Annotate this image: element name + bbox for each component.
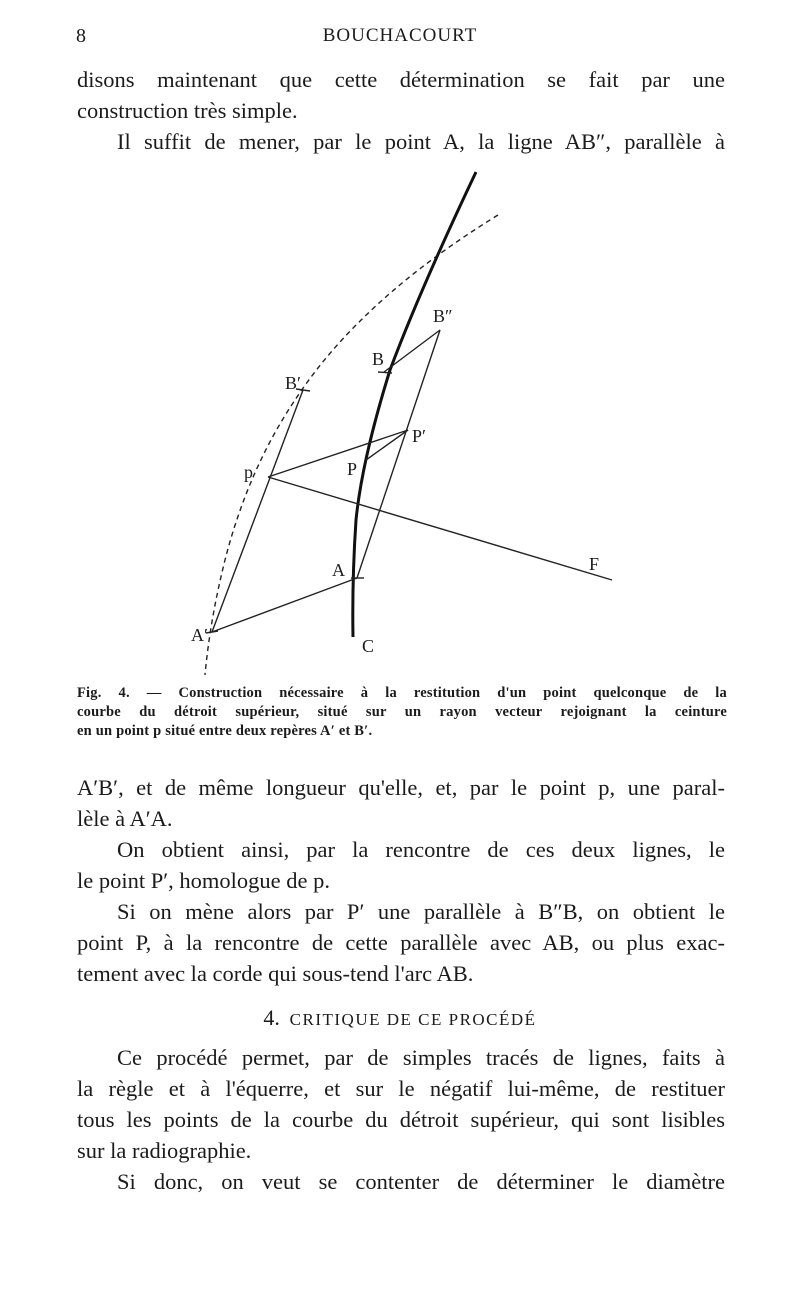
caption-line: en un point p situé entre deux repères A′ et B′. bbox=[77, 723, 373, 739]
text-line: point P, à la rencontre de cette parallèle avec AB, ou plus exac- bbox=[77, 930, 725, 955]
caption-line: Fig. 4. — Construction nécessaire à la restitution d'un point quelconque de la bbox=[77, 685, 727, 701]
radius-vector-p-F bbox=[268, 477, 612, 580]
text-block-bottom bbox=[77, 1042, 725, 1197]
figure-4 bbox=[0, 160, 800, 680]
text-line: le point P′, homologue de p. bbox=[77, 868, 331, 893]
label-P: P bbox=[347, 459, 358, 479]
label-A: A bbox=[332, 560, 345, 580]
section-title: CRITIQUE DE CE PROCÉDÉ bbox=[289, 1010, 537, 1029]
text-line: A′B′, et de même longueur qu'elle, et, par le point p, une paral- bbox=[77, 775, 725, 800]
text-line: la règle et à l'équerre, et sur le négatif lui-même, de restituer bbox=[77, 1076, 725, 1101]
text-line: sur la radiographie. bbox=[77, 1138, 252, 1163]
label-C: C bbox=[362, 636, 375, 656]
tick-B bbox=[378, 372, 392, 373]
text-line: lèle à A′A. bbox=[77, 806, 173, 831]
text-line: Si on mène alors par P′ une parallèle à B″B, on obtient le bbox=[117, 899, 725, 924]
line-A-prime-A bbox=[212, 578, 357, 632]
label-A-prime: A′ bbox=[191, 625, 208, 645]
text-line: Ce procédé permet, par de simples tracés de lignes, faits à bbox=[117, 1045, 725, 1070]
caption-line: courbe du détroit supérieur, situé sur un rayon vecteur rejoignant la ceinture bbox=[77, 704, 727, 720]
section-heading bbox=[0, 1005, 800, 1031]
line-p-P-prime bbox=[268, 430, 408, 477]
section-number: 4. bbox=[263, 1005, 280, 1030]
text-line: On obtient ainsi, par la rencontre de ces deux lignes, le bbox=[117, 837, 725, 862]
line-B-prime-B-second bbox=[384, 330, 440, 372]
label-B-prime: B′ bbox=[285, 373, 301, 393]
text-line: tement avec la corde qui sous-tend l'arc AB. bbox=[77, 961, 474, 986]
figure-caption bbox=[77, 684, 727, 741]
text-block-middle bbox=[77, 772, 725, 989]
text-line: disons maintenant que cette détermination se fait par une bbox=[77, 67, 725, 92]
construction-diagram bbox=[0, 160, 800, 680]
running-head: BOUCHACOURT bbox=[322, 25, 478, 46]
text-line: Si donc, on veut se contenter de déterminer le diamètre bbox=[117, 1169, 725, 1194]
text-line: Il suffit de mener, par le point A, la ligne AB″, parallèle à bbox=[117, 129, 725, 154]
label-P-prime: P′ bbox=[412, 426, 426, 446]
line-A-B-second bbox=[357, 330, 440, 578]
text-block-top bbox=[77, 64, 725, 157]
label-p: p bbox=[244, 462, 253, 482]
line-A-prime-B-prime bbox=[212, 390, 303, 632]
text-line: construction très simple. bbox=[77, 98, 298, 123]
label-B: B bbox=[372, 349, 385, 369]
text-line: tous les points de la courbe du détroit supérieur, qui sont lisibles bbox=[77, 1107, 725, 1132]
page-number: 8 bbox=[76, 25, 86, 47]
label-F: F bbox=[589, 554, 600, 574]
label-B-second: B″ bbox=[433, 306, 453, 326]
